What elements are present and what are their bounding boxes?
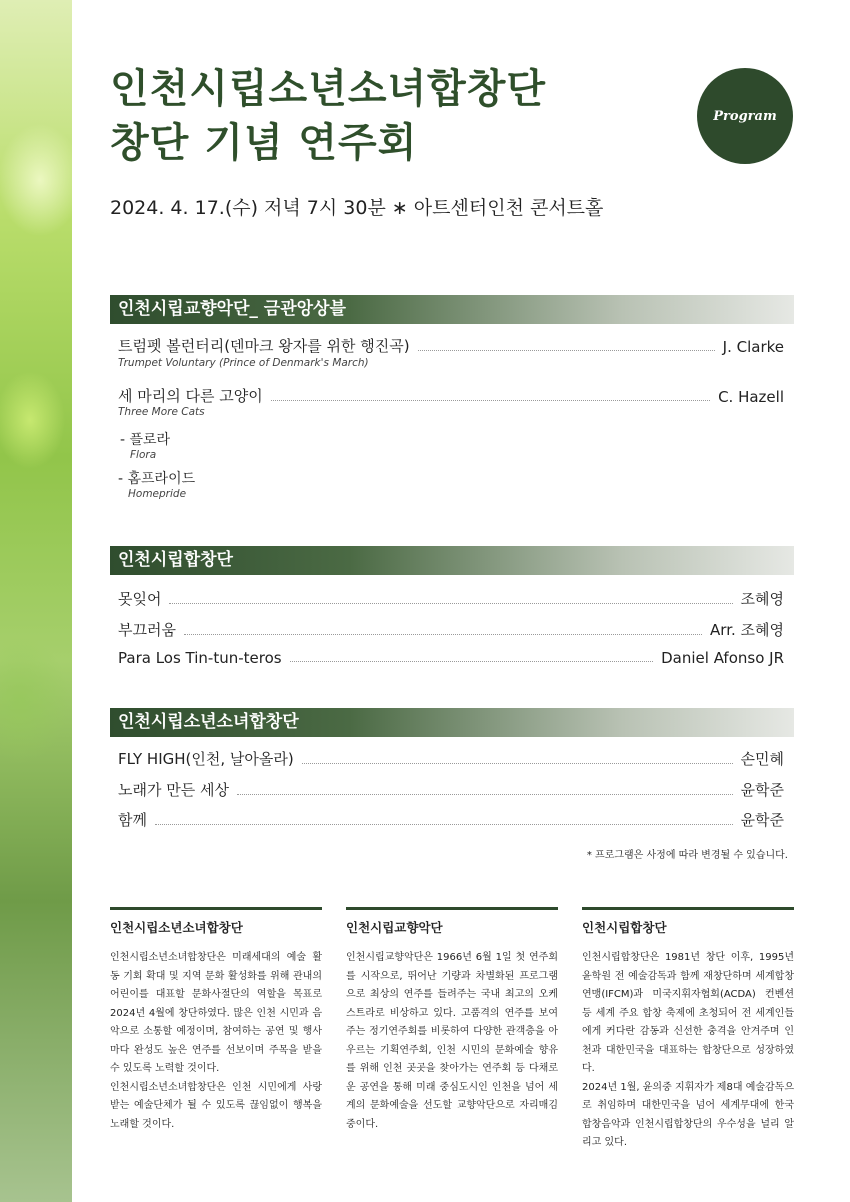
composer: Daniel Afonso JR xyxy=(661,649,784,667)
piece-title: 노래가 만든 세상 xyxy=(118,781,229,799)
column-heading: 인천시립교향악단 xyxy=(346,920,443,935)
composer: 손민혜 xyxy=(740,750,784,768)
info-column-youth-choir xyxy=(110,907,322,1134)
composer: C. Hazell xyxy=(718,388,784,406)
dot-leader xyxy=(290,661,654,662)
column-body: 인천시립교향악단은 1966년 6월 1일 첫 연주회를 시작으로, 뛰어난 기량과 차별화된 프로그램으로 최상의 연주를 들려주는 국내 최고의 오케스트라로 비상하고 있다. 고품격의 연주를 보여주는 정기연주회를 비롯하여 다양한 관객층을 아우르는 기획연주회, 인천 시민의 문화예술 향유를 위해 인천 곳곳을 찾아가는 연주회 등 다채로운 공연을 통해 미래 중심도시인 인천을 넘어 세계의 문화예술을 선도할 교향악단으로 자리매김 중이다. xyxy=(346,952,558,1130)
composer: 조혜영 xyxy=(740,590,784,608)
info-column-choir xyxy=(582,907,794,1153)
section-heading-youth-choir: 인천시립소년소녀합창단 xyxy=(110,708,794,737)
dot-leader xyxy=(184,634,702,635)
program-change-note: * 프로그램은 사정에 따라 변경될 수 있습니다. xyxy=(586,850,788,861)
program-item xyxy=(118,619,784,640)
program-badge: Program xyxy=(697,68,793,164)
piece-title: 트럼펫 볼런터리(덴마크 왕자를 위한 행진곡) xyxy=(118,337,410,355)
piece-title: 세 마리의 다른 고양이 xyxy=(118,387,263,405)
piece-subtitle: Trumpet Voluntary (Prince of Denmark's March) xyxy=(118,357,369,369)
column-body: 인천시립소년소녀합창단은 미래세대의 예술 활동 기회 확대 및 지역 문화 활성화를 위해 관내의 어린이를 대표할 문화사절단의 역할을 목표로 2024년 4월에 창단하였다. 많은 인천 시민과 음악으로 소통할 예정이며, 참여하는 공연 및 행사마다 완성도 높은 연주를 선보이며 주목을 받을 수 있도록 노력할 것이다. 인천시립소년소녀합창단은 인천 시민에게 사랑받는 예술단체가 될 수 있도록 끊임없이 행복을 노래할 것이다. xyxy=(110,952,322,1130)
page-title xyxy=(110,62,546,170)
piece-title: Para Los Tin-tun-teros xyxy=(118,649,282,667)
column-heading: 인천시립소년소녀합창단 xyxy=(110,920,243,935)
dot-leader xyxy=(302,763,733,764)
movement-title: - 홈프라이드 xyxy=(118,471,196,487)
movement-subtitle: Homepride xyxy=(128,488,187,500)
program-item xyxy=(118,335,784,356)
program-item xyxy=(118,809,784,830)
column-body: 인천시립합창단은 1981년 창단 이후, 1995년 윤학원 전 예술감독과 함께 재창단하며 세계합창연맹(IFCM)과 미국지휘자협회(ACDA) 컨벤션 등 세계 주요 합창 축제에 초청되어 전 세계인들에게 커다란 감동과 신선한 충격을 안겨주며 인천과 대한민국을 대표하는 합창단으로 성장하였다. 2024년 1월, 윤의중 지휘자가 제8대 예술감독으로 취임하며 대한민국을 넘어 세계무대에 한국 합창음악과 인천시립합창단의 우수성을 널리 알리고 있다. xyxy=(582,952,794,1148)
column-rule xyxy=(582,907,794,910)
column-rule xyxy=(110,907,322,910)
section-heading-choir: 인천시립합창단 xyxy=(110,546,794,575)
date-venue-line: 2024. 4. 17.(수) 저녁 7시 30분 ∗ 아트센터인천 콘서트홀 xyxy=(110,197,604,219)
piece-title: FLY HIGH(인천, 날아올라) xyxy=(118,750,294,768)
section-heading-orchestra: 인천시립교향악단_ 금관앙상블 xyxy=(110,295,794,324)
composer: 윤학준 xyxy=(740,781,784,799)
piece-title: 부끄러움 xyxy=(118,621,176,639)
side-gradient-panel xyxy=(0,0,72,1202)
info-column-orchestra xyxy=(346,907,558,1134)
piece-title: 함께 xyxy=(118,811,147,829)
program-item xyxy=(118,385,784,406)
movement-title: - 플로라 xyxy=(120,432,171,448)
dot-leader xyxy=(169,603,732,604)
program-item xyxy=(118,649,784,667)
composer: 윤학준 xyxy=(740,811,784,829)
dot-leader xyxy=(237,794,733,795)
program-item xyxy=(118,588,784,609)
dot-leader xyxy=(155,824,733,825)
composer: Arr. 조혜영 xyxy=(710,621,784,639)
dot-leader xyxy=(271,400,710,401)
dot-leader xyxy=(418,350,715,351)
title-line-2: 창단 기념 연주회 xyxy=(110,119,418,166)
column-rule xyxy=(346,907,558,910)
movement-subtitle: Flora xyxy=(130,449,157,461)
composer: J. Clarke xyxy=(722,338,784,356)
program-item xyxy=(118,748,784,769)
piece-subtitle: Three More Cats xyxy=(118,406,205,418)
title-line-1: 인천시립소년소녀합창단 xyxy=(110,65,547,112)
piece-title: 못잊어 xyxy=(118,590,162,608)
column-heading: 인천시립합창단 xyxy=(582,920,667,935)
program-item xyxy=(118,779,784,800)
